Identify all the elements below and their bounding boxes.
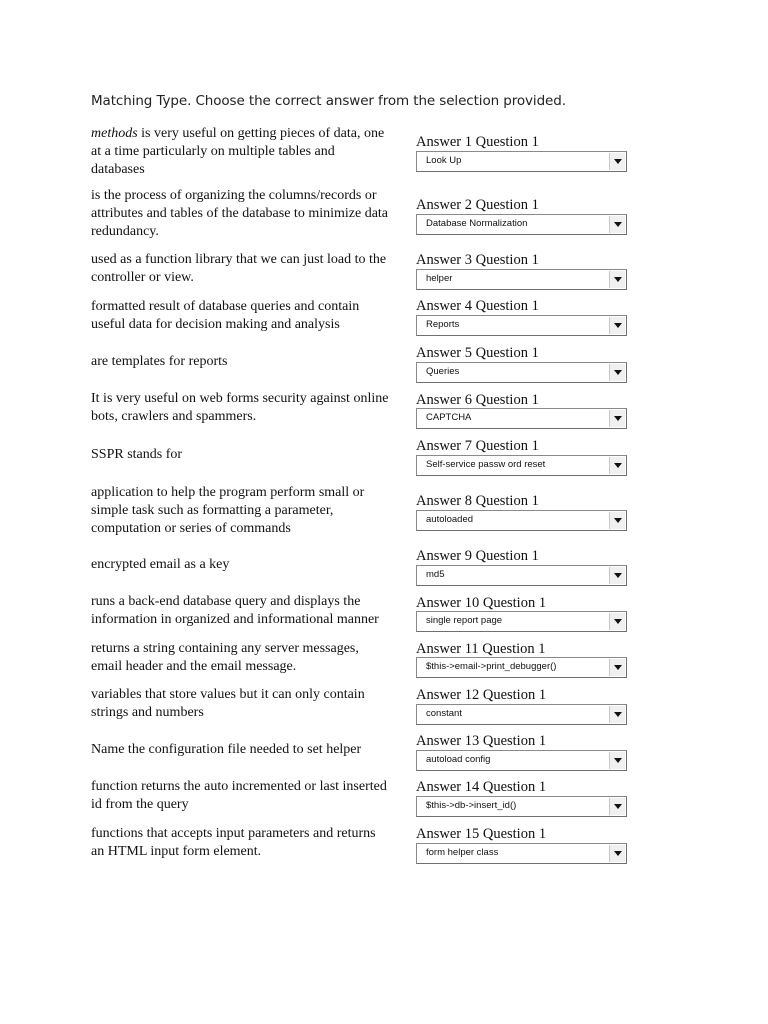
dropdown-selected-value: Look Up <box>426 155 462 166</box>
dropdown-arrow-button[interactable] <box>609 512 625 529</box>
dropdown-selected-value: $this->email->print_debugger() <box>426 661 557 672</box>
dropdown-selected-value: constant <box>426 708 462 719</box>
chevron-down-icon <box>614 665 622 670</box>
dropdown-arrow-button[interactable] <box>609 659 625 676</box>
dropdown-selected-value: form helper class <box>426 847 499 858</box>
answer-label: Answer 12 Question 1 <box>416 687 547 703</box>
chevron-down-icon <box>614 758 622 763</box>
dropdown-arrow-button[interactable] <box>609 317 625 334</box>
chevron-down-icon <box>614 518 622 523</box>
chevron-down-icon <box>614 159 622 164</box>
question-text <box>91 251 413 287</box>
question-body: Name the configuration file needed to set helper <box>91 742 362 757</box>
answer-label: Answer 6 Question 1 <box>416 392 539 408</box>
answer-dropdown[interactable] <box>416 455 627 476</box>
chevron-down-icon <box>614 712 622 717</box>
question-body: application to help the program perform small or simple task such as formatting a parameter, computation or series of commands <box>91 485 365 536</box>
answer-dropdown[interactable] <box>416 151 627 172</box>
answer-label: Answer 4 Question 1 <box>416 298 539 314</box>
answer-label: Answer 13 Question 1 <box>416 733 547 749</box>
dropdown-selected-value: $this->db->insert_id() <box>426 800 517 811</box>
question-body: returns a string containing any server messages, email header and the email message. <box>91 641 359 674</box>
chevron-down-icon <box>614 619 622 624</box>
answer-label: Answer 7 Question 1 <box>416 438 539 454</box>
question-text <box>91 187 413 241</box>
dropdown-selected-value: helper <box>426 273 453 284</box>
question-text <box>91 298 413 334</box>
chevron-down-icon <box>614 370 622 375</box>
question-body: It is very useful on web forms security against online bots, crawlers and spammers. <box>91 391 389 424</box>
question-body: variables that store values but it can only contain strings and numbers <box>91 687 365 720</box>
answer-dropdown[interactable] <box>416 657 627 678</box>
question-body: function returns the auto incremented or last inserted id from the query <box>91 779 387 812</box>
answer-label: Answer 3 Question 1 <box>416 252 539 268</box>
answer-label: Answer 5 Question 1 <box>416 345 539 361</box>
question-text <box>91 353 413 371</box>
dropdown-selected-value: Database Normalization <box>426 218 528 229</box>
answer-dropdown[interactable] <box>416 510 627 531</box>
question-body: is the process of organizing the columns/records or attributes and tables of the database to minimize data redundancy. <box>91 188 389 239</box>
answer-dropdown[interactable] <box>416 611 627 632</box>
dropdown-selected-value: Self-service passw ord reset <box>426 459 546 470</box>
question-text <box>91 741 413 759</box>
answer-label: Answer 1 Question 1 <box>416 134 539 150</box>
dropdown-arrow-button[interactable] <box>609 153 625 170</box>
question-body: encrypted email as a key <box>91 557 230 572</box>
dropdown-selected-value: autoload config <box>426 754 491 765</box>
answer-label: Answer 14 Question 1 <box>416 779 547 795</box>
page-heading: Matching Type. Choose the correct answer from the selection provided. <box>91 93 566 109</box>
answer-dropdown[interactable] <box>416 796 627 817</box>
dropdown-arrow-button[interactable] <box>609 410 625 427</box>
answer-dropdown[interactable] <box>416 843 627 864</box>
question-text <box>91 484 413 538</box>
answer-dropdown[interactable] <box>416 214 627 235</box>
dropdown-selected-value: md5 <box>426 569 445 580</box>
question-text <box>91 778 413 814</box>
chevron-down-icon <box>614 222 622 227</box>
answer-dropdown[interactable] <box>416 704 627 725</box>
answer-dropdown[interactable] <box>416 269 627 290</box>
question-text <box>91 390 413 426</box>
question-body: SSPR stands for <box>91 447 183 462</box>
dropdown-selected-value: CAPTCHA <box>426 412 472 423</box>
answer-label: Answer 10 Question 1 <box>416 595 547 611</box>
question-text <box>91 446 413 464</box>
answer-dropdown[interactable] <box>416 750 627 771</box>
dropdown-selected-value: autoloaded <box>426 514 474 525</box>
question-text <box>91 686 413 722</box>
dropdown-arrow-button[interactable] <box>609 567 625 584</box>
question-text <box>91 640 413 676</box>
question-lead-term: methods <box>91 126 138 141</box>
chevron-down-icon <box>614 416 622 421</box>
dropdown-selected-value: Reports <box>426 319 460 330</box>
question-text <box>91 825 413 861</box>
chevron-down-icon <box>614 573 622 578</box>
chevron-down-icon <box>614 323 622 328</box>
answer-dropdown[interactable] <box>416 362 627 383</box>
answer-label: Answer 2 Question 1 <box>416 197 539 213</box>
dropdown-arrow-button[interactable] <box>609 364 625 381</box>
dropdown-arrow-button[interactable] <box>609 271 625 288</box>
question-body: formatted result of database queries and contain useful data for decision making and analysis <box>91 299 360 332</box>
answer-label: Answer 9 Question 1 <box>416 548 539 564</box>
answer-dropdown[interactable] <box>416 565 627 586</box>
answer-label: Answer 15 Question 1 <box>416 826 547 842</box>
chevron-down-icon <box>614 804 622 809</box>
question-body: functions that accepts input parameters and returns an HTML input form element. <box>91 826 376 859</box>
dropdown-arrow-button[interactable] <box>609 752 625 769</box>
dropdown-selected-value: Queries <box>426 366 460 377</box>
answer-dropdown[interactable] <box>416 315 627 336</box>
chevron-down-icon <box>614 851 622 856</box>
answer-dropdown[interactable] <box>416 408 627 429</box>
question-body: runs a back-end database query and displays the information in organized and informational manner <box>91 594 379 627</box>
question-body: used as a function library that we can just load to the controller or view. <box>91 252 387 285</box>
dropdown-arrow-button[interactable] <box>609 613 625 630</box>
question-body: is very useful on getting pieces of data, one at a time particularly on multiple tables and databases <box>91 126 385 177</box>
chevron-down-icon <box>614 463 622 468</box>
question-text <box>91 556 413 574</box>
question-text <box>91 125 413 179</box>
dropdown-selected-value: single report page <box>426 615 503 626</box>
answer-label: Answer 8 Question 1 <box>416 493 539 509</box>
chevron-down-icon <box>614 277 622 282</box>
dropdown-arrow-button[interactable] <box>609 457 625 474</box>
answer-label: Answer 11 Question 1 <box>416 641 546 657</box>
question-body: are templates for reports <box>91 354 228 369</box>
dropdown-arrow-button[interactable] <box>609 845 625 862</box>
dropdown-arrow-button[interactable] <box>609 216 625 233</box>
question-text <box>91 593 413 629</box>
dropdown-arrow-button[interactable] <box>609 798 625 815</box>
dropdown-arrow-button[interactable] <box>609 706 625 723</box>
